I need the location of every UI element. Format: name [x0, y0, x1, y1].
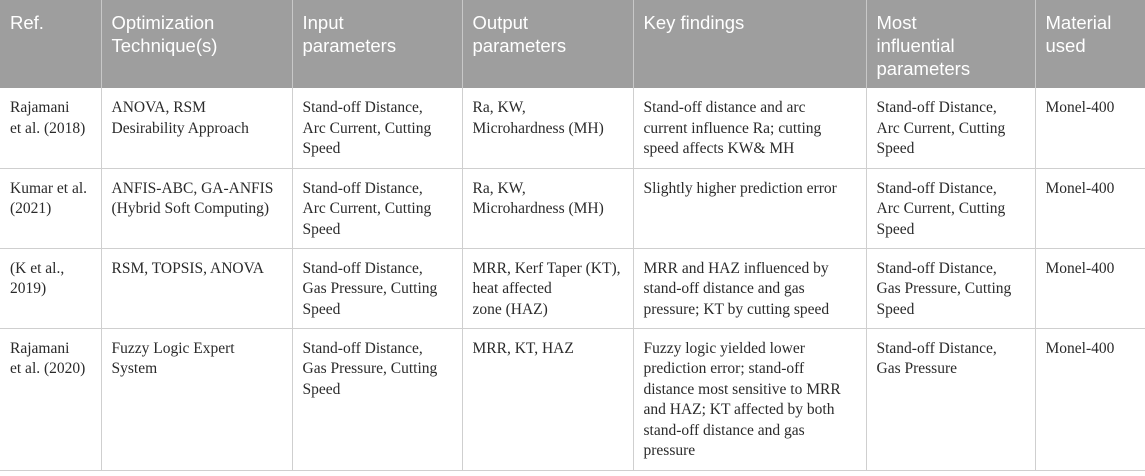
cell-technique: ANOVA, RSM Desirability Approach [101, 88, 292, 168]
cell-input: Stand-off Distance, Gas Pressure, Cutting Speed [292, 248, 462, 328]
cell-output: Ra, KW, Microhardness (MH) [462, 168, 633, 248]
cell-ref: Kumar et al. (2021) [0, 168, 101, 248]
table-row [0, 328, 1145, 470]
cell-influential: Stand-off Distance, Arc Current, Cutting Speed [866, 88, 1035, 168]
cell-input: Stand-off Distance, Arc Current, Cutting Speed [292, 168, 462, 248]
header-row [0, 0, 1145, 88]
cell-technique: RSM, TOPSIS, ANOVA [101, 248, 292, 328]
header-material: Material used [1035, 0, 1145, 88]
cell-findings: MRR and HAZ influenced by stand-off distance and gas pressure; KT by cutting speed [633, 248, 866, 328]
cell-output: MRR, Kerf Taper (KT), heat affected zone (HAZ) [462, 248, 633, 328]
table-row [0, 88, 1145, 168]
cell-technique: ANFIS-ABC, GA-ANFIS (Hybrid Soft Computing) [101, 168, 292, 248]
cell-ref: Rajamani et al. (2020) [0, 328, 101, 470]
cell-output: MRR, KT, HAZ [462, 328, 633, 470]
header-findings: Key findings [633, 0, 866, 88]
cell-material: Monel-400 [1035, 168, 1145, 248]
table-row [0, 168, 1145, 248]
cell-findings: Slightly higher prediction error [633, 168, 866, 248]
header-output: Output parameters [462, 0, 633, 88]
cell-input: Stand-off Distance, Arc Current, Cutting Speed [292, 88, 462, 168]
cell-ref: (K et al., 2019) [0, 248, 101, 328]
cell-findings: Fuzzy logic yielded lower prediction error; stand-off distance most sensitive to MRR and HAZ; KT affected by both stand-off distance and gas pressure [633, 328, 866, 470]
cell-influential: Stand-off Distance, Arc Current, Cutting Speed [866, 168, 1035, 248]
cell-findings: Stand-off distance and arc current influence Ra; cutting speed affects KW& MH [633, 88, 866, 168]
cell-output: Ra, KW, Microhardness (MH) [462, 88, 633, 168]
cell-material: Monel-400 [1035, 248, 1145, 328]
header-input: Input parameters [292, 0, 462, 88]
table-row [0, 248, 1145, 328]
cell-influential: Stand-off Distance, Gas Pressure [866, 328, 1035, 470]
header-ref: Ref. [0, 0, 101, 88]
cell-input: Stand-off Distance, Gas Pressure, Cutting Speed [292, 328, 462, 470]
header-influential: Most influential parameters [866, 0, 1035, 88]
cell-influential: Stand-off Distance, Gas Pressure, Cutting Speed [866, 248, 1035, 328]
cell-ref: Rajamani et al. (2018) [0, 88, 101, 168]
cell-technique: Fuzzy Logic Expert System [101, 328, 292, 470]
header-technique: Optimization Technique(s) [101, 0, 292, 88]
cell-material: Monel-400 [1035, 88, 1145, 168]
cell-material: Monel-400 [1035, 328, 1145, 470]
